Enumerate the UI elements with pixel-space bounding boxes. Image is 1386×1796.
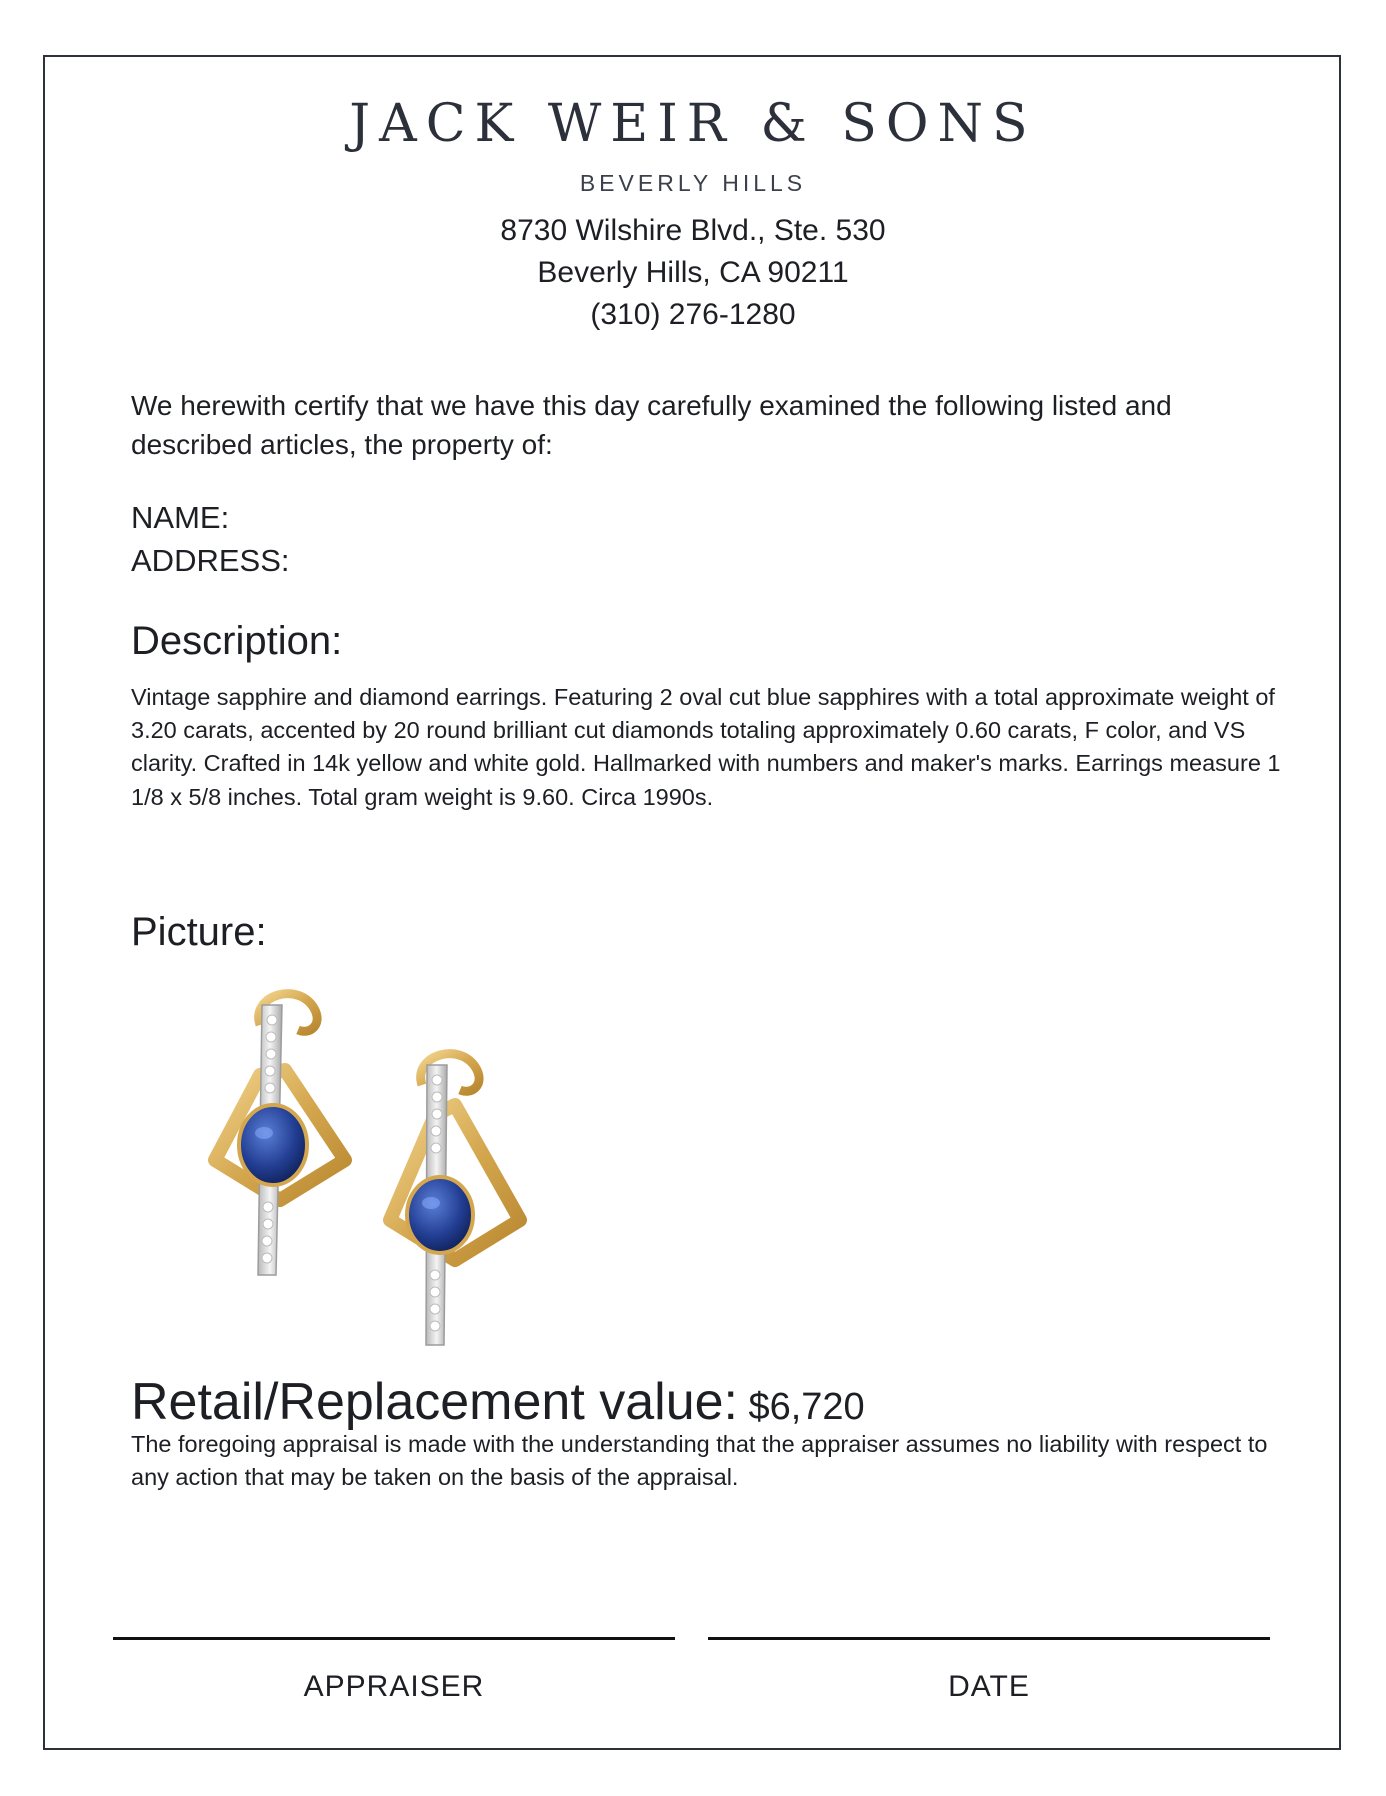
phone-number: (310) 276-1280 — [590, 298, 796, 331]
address-label: ADDRESS: — [131, 543, 290, 578]
valuation-label: Retail/Replacement value: — [131, 1373, 738, 1431]
certification-statement: We herewith certify that we have this day carefully examined the following listed and described articles, the property of: — [131, 390, 1172, 460]
right-earring — [390, 1054, 520, 1345]
address-line-2: Beverly Hills, CA 90211 — [537, 256, 849, 289]
description-text: Vintage sapphire and diamond earrings. Featuring 2 oval cut blue sapphires with a total approximate weight of 3.20 carats, accented by 20 round brilliant cut diamonds totaling approximately 0.60 carats, F color, and VS clarity. Crafted in 14k yellow and white gold. Hallmarked with numbers and maker's marks. Earrings measure 1 1/8 x 5/8 inches. Total gram weight is 9.60. Circa 1990s. — [131, 684, 1281, 810]
earrings-photo — [190, 975, 580, 1355]
appraiser-label: APPRAISER — [303, 1670, 485, 1703]
left-earring — [215, 994, 345, 1275]
earrings-icon — [190, 975, 580, 1355]
valuation-amount: $6,720 — [748, 1386, 865, 1428]
date-signature-line — [708, 1637, 1270, 1640]
brand-location: BEVERLY HILLS — [579, 170, 807, 196]
disclaimer-text: The foregoing appraisal is made with the understanding that the appraiser assumes no liability with respect to any action that may be taken on the basis of the appraisal. — [131, 1431, 1268, 1490]
description-heading: Description: — [131, 619, 343, 663]
address-line-1: 8730 Wilshire Blvd., Ste. 530 — [500, 214, 886, 247]
brand-name: JACK WEIR & SONS — [349, 94, 1037, 154]
name-label: NAME: — [131, 500, 230, 535]
picture-heading: Picture: — [131, 910, 267, 954]
date-label: DATE — [948, 1670, 1030, 1703]
appraiser-signature-line — [113, 1637, 675, 1640]
valuation-row — [131, 1372, 865, 1432]
